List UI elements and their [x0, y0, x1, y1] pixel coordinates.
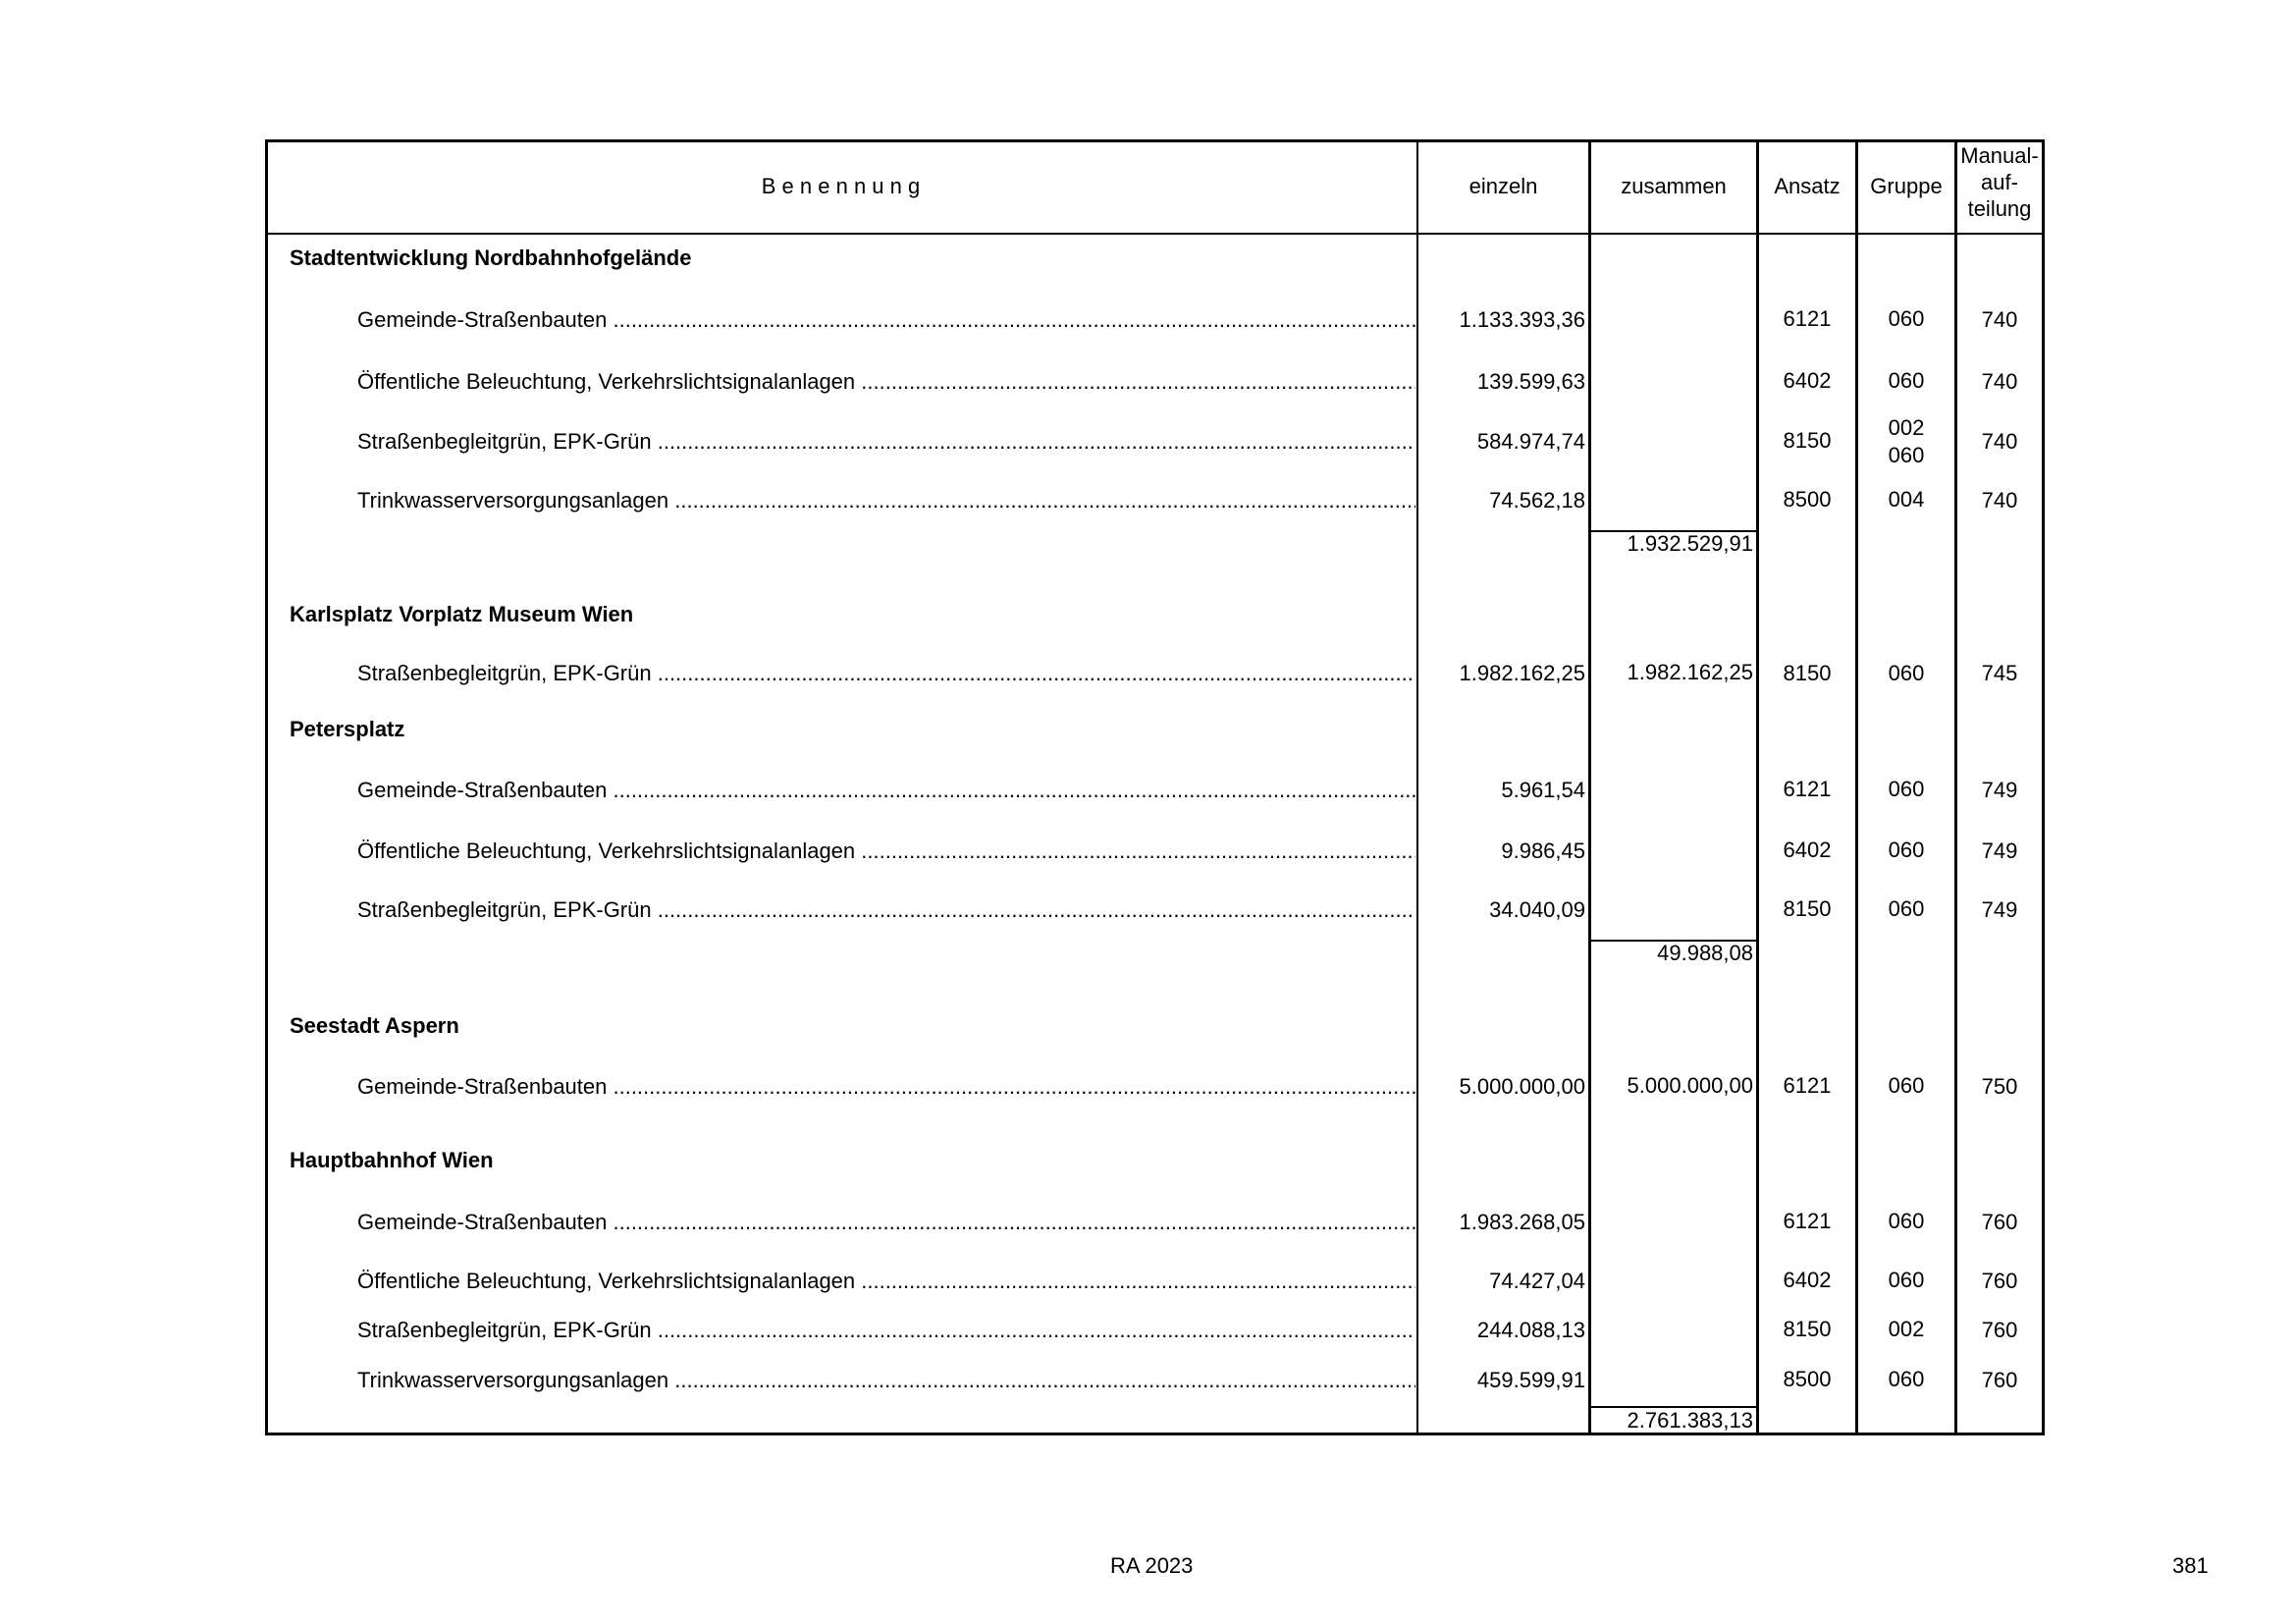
row-zusammen: 1.982.162,25: [1627, 660, 1753, 684]
row-manual: 750: [1981, 1074, 2018, 1099]
section-title: Petersplatz: [290, 717, 405, 741]
row-name: Öffentliche Beleuchtung, Verkehrslichtsignalanlagen .....: [357, 369, 1415, 395]
row-ansatz: 8150: [1783, 1317, 1832, 1341]
row-name: Trinkwasserversorgungsanlagen .....: [357, 1368, 1415, 1393]
row-manual: 740: [1981, 488, 2018, 513]
row-einzeln: 1.983.268,05: [1459, 1210, 1585, 1234]
row-manual: 749: [1981, 778, 2018, 802]
section-total: 1.932.529,91: [1627, 531, 1753, 556]
row-gruppe: 060: [1888, 368, 1925, 393]
row-manual: 740: [1981, 307, 2018, 332]
table-border-left: [265, 139, 268, 1435]
table-border-right: [2042, 139, 2045, 1435]
section-title: Karlsplatz Vorplatz Museum Wien: [290, 602, 634, 626]
row-gruppe: 060: [1888, 1268, 1925, 1292]
row-manual: 760: [1981, 1269, 2018, 1293]
row-gruppe: 002: [1888, 1317, 1925, 1341]
section-title: Hauptbahnhof Wien: [290, 1148, 494, 1172]
section-total: 49.988,08: [1657, 941, 1753, 965]
row-ansatz: 6402: [1783, 1268, 1832, 1292]
header-manual-line-2: auf-: [1981, 170, 2018, 194]
row-name: Gemeinde-Straßenbauten .....: [357, 307, 1415, 333]
header-einzeln: einzeln: [1468, 174, 1538, 198]
row-gruppe: 060: [1888, 661, 1925, 685]
row-manual: 740: [1981, 429, 2018, 454]
section-title: Seestadt Aspern: [290, 1013, 459, 1038]
row-gruppe: 060: [1888, 1209, 1925, 1233]
row-ansatz: 6402: [1783, 838, 1832, 862]
row-manual: 760: [1981, 1318, 2018, 1342]
table-border-top: [265, 139, 2045, 142]
row-name: Straßenbegleitgrün, EPK-Grün .....: [357, 897, 1415, 923]
row-ansatz: 6121: [1783, 777, 1832, 801]
row-gruppe: 004: [1888, 487, 1925, 512]
row-einzeln: 1.982.162,25: [1459, 661, 1585, 685]
row-einzeln: 9.986,45: [1501, 839, 1585, 863]
row-ansatz: 6402: [1783, 368, 1832, 393]
row-ansatz: 8150: [1783, 661, 1832, 685]
row-name: Gemeinde-Straßenbauten .....: [357, 778, 1415, 803]
table-border-bottom: [265, 1433, 2045, 1435]
row-ansatz: 8150: [1783, 896, 1832, 921]
row-gruppe: 060: [1888, 1367, 1925, 1391]
header-benennung: B e n e n n u n g: [761, 174, 921, 198]
row-einzeln: 244.088,13: [1476, 1318, 1585, 1342]
row-manual: 740: [1981, 369, 2018, 394]
header-gruppe: Gruppe: [1870, 174, 1943, 198]
row-einzeln: 139.599,63: [1476, 369, 1585, 394]
header-zusammen: zusammen: [1621, 174, 1727, 198]
section-total: 2.761.383,13: [1627, 1408, 1753, 1433]
row-manual: 760: [1981, 1368, 2018, 1392]
row-name: Straßenbegleitgrün, EPK-Grün .....: [357, 1318, 1415, 1343]
header-manual-line-3: teilung: [1967, 196, 2032, 221]
row-manual: 749: [1981, 839, 2018, 863]
row-gruppe: 002: [1888, 415, 1925, 440]
row-ansatz: 8500: [1783, 1367, 1832, 1391]
row-gruppe: 060: [1888, 777, 1925, 801]
row-name: Öffentliche Beleuchtung, Verkehrslichtsignalanlagen .....: [357, 1269, 1415, 1294]
row-name: Gemeinde-Straßenbauten .....: [357, 1074, 1415, 1100]
row-manual: 749: [1981, 897, 2018, 922]
row-gruppe: 060: [1888, 306, 1925, 331]
column-divider: [1588, 139, 1591, 1435]
page-number: 381: [2172, 1553, 2209, 1578]
row-zusammen: 5.000.000,00: [1627, 1073, 1753, 1098]
row-name: Straßenbegleitgrün, EPK-Grün .....: [357, 661, 1415, 686]
row-gruppe-line-2: 060: [1888, 443, 1925, 467]
section-title: Stadtentwicklung Nordbahnhofgelände: [290, 245, 692, 270]
row-einzeln: 584.974,74: [1476, 429, 1585, 454]
row-name: Öffentliche Beleuchtung, Verkehrslichtsignalanlagen .....: [357, 839, 1415, 864]
row-name: Straßenbegleitgrün, EPK-Grün .....: [357, 429, 1415, 455]
row-ansatz: 8150: [1783, 428, 1832, 453]
row-name: Gemeinde-Straßenbauten .....: [357, 1210, 1415, 1235]
row-manual: 760: [1981, 1210, 2018, 1234]
budget-table: [265, 139, 2045, 1435]
row-gruppe: 060: [1888, 1073, 1925, 1098]
row-ansatz: 6121: [1783, 1209, 1832, 1233]
row-ansatz: 6121: [1783, 1073, 1832, 1098]
row-einzeln: 34.040,09: [1489, 897, 1585, 922]
row-gruppe: 060: [1888, 896, 1925, 921]
header-ansatz: Ansatz: [1774, 174, 1841, 198]
row-einzeln: 74.427,04: [1489, 1269, 1585, 1293]
row-gruppe: 060: [1888, 838, 1925, 862]
row-manual: 745: [1981, 661, 2018, 685]
header-manual-line-1: Manual-: [1960, 143, 2039, 168]
row-einzeln: 459.599,91: [1476, 1368, 1585, 1392]
row-ansatz: 8500: [1783, 487, 1832, 512]
row-einzeln: 5.000.000,00: [1459, 1074, 1585, 1099]
row-name: Trinkwasserversorgungsanlagen .....: [357, 488, 1415, 514]
footer-title: RA 2023: [1110, 1553, 1194, 1578]
row-einzeln: 5.961,54: [1501, 778, 1585, 802]
row-einzeln: 1.133.393,36: [1459, 307, 1585, 332]
row-ansatz: 6121: [1783, 306, 1832, 331]
row-einzeln: 74.562,18: [1489, 488, 1585, 513]
header-separator: [265, 233, 2045, 235]
